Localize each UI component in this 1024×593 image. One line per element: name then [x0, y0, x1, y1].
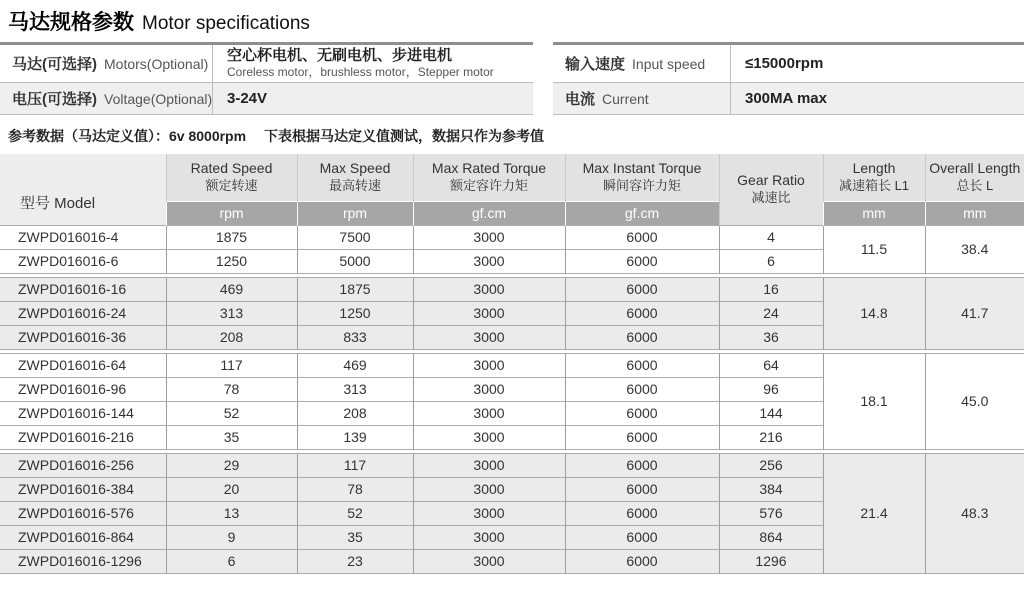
- model-cell: ZWPD016016-16: [0, 277, 166, 301]
- max-speed-cell: 78: [297, 477, 413, 501]
- gear-ratio-cell: 96: [719, 377, 823, 401]
- max-rated-torque-cell: 3000: [413, 225, 565, 249]
- model-cell: ZWPD016016-24: [0, 301, 166, 325]
- model-cell: ZWPD016016-96: [0, 377, 166, 401]
- model-cell: ZWPD016016-4: [0, 225, 166, 249]
- overall-length-cell: 38.4: [925, 225, 1024, 273]
- max-instant-torque-cell: 6000: [565, 425, 719, 449]
- max-rated-torque-cell: 3000: [413, 301, 565, 325]
- page-title-en: Motor specifications: [142, 13, 310, 34]
- rated-speed-cell: 208: [166, 325, 297, 349]
- rated-speed-cell: 313: [166, 301, 297, 325]
- gear-ratio-cell: 16: [719, 277, 823, 301]
- max-rated-torque-cell: 3000: [413, 525, 565, 549]
- rated-speed-header-zh: 额定转速: [205, 177, 258, 193]
- model-cell: ZWPD016016-576: [0, 501, 166, 525]
- max-speed-cell: 139: [297, 425, 413, 449]
- overall-length-unit: mm: [925, 201, 1024, 225]
- overall-length-header: [925, 154, 1024, 201]
- max-instant-torque-cell: 6000: [565, 301, 719, 325]
- gear-ratio-header-en: Gear Ratio: [737, 172, 805, 189]
- max-rated-torque-cell: 3000: [413, 277, 565, 301]
- model-cell: ZWPD016016-256: [0, 453, 166, 477]
- overall-length-header-zh: 总长 L: [956, 177, 994, 193]
- max-rated-torque-cell: 3000: [413, 249, 565, 273]
- gear-ratio-cell: 6: [719, 249, 823, 273]
- page-title: [0, 0, 1024, 38]
- table-row: [0, 353, 1024, 377]
- max-speed-cell: 1875: [297, 277, 413, 301]
- length-l1-cell: 11.5: [823, 225, 925, 273]
- speed-current-table: [553, 42, 1024, 115]
- max-instant-torque-cell: 6000: [565, 225, 719, 249]
- rated-speed-header: [166, 154, 297, 201]
- max-speed-cell: 208: [297, 401, 413, 425]
- max-instant-torque-cell: 6000: [565, 453, 719, 477]
- model-group: [0, 277, 1024, 349]
- max-instant-torque-cell: 6000: [565, 249, 719, 273]
- max-rated-torque-cell: 3000: [413, 353, 565, 377]
- max-instant-torque-cell: 6000: [565, 477, 719, 501]
- gear-ratio-cell: 256: [719, 453, 823, 477]
- gear-ratio-cell: 864: [719, 525, 823, 549]
- max-rated-torque-header: [413, 154, 565, 201]
- rated-speed-cell: 29: [166, 453, 297, 477]
- max-speed-header: [297, 154, 413, 201]
- length-header-en: Length: [852, 160, 896, 177]
- motor-voltage-table: [0, 42, 533, 115]
- max-rated-torque-header-en: Max Rated Torque: [431, 160, 547, 177]
- max-speed-header-zh: 最高转速: [328, 177, 381, 193]
- input-speed-value-text: ≤15000rpm: [745, 54, 824, 72]
- model-cell: ZWPD016016-384: [0, 477, 166, 501]
- max-instant-torque-cell: 6000: [565, 377, 719, 401]
- overall-length-cell: 48.3: [925, 453, 1024, 573]
- gear-ratio-cell: 1296: [719, 549, 823, 573]
- table-row: [0, 225, 1024, 249]
- max-speed-header-en: Max Speed: [319, 160, 391, 177]
- max-rated-torque-cell: 3000: [413, 549, 565, 573]
- table-header: [0, 154, 1024, 225]
- rated-speed-cell: 35: [166, 425, 297, 449]
- max-speed-cell: 117: [297, 453, 413, 477]
- max-instant-torque-cell: 6000: [565, 401, 719, 425]
- max-instant-torque-header-zh: 瞬间容许力矩: [602, 177, 681, 193]
- current-label-zh: 电流: [565, 91, 596, 108]
- max-speed-cell: 7500: [297, 225, 413, 249]
- length-l1-cell: 14.8: [823, 277, 925, 349]
- overall-length-header-en: Overall Length: [929, 160, 1021, 177]
- motors-value: [213, 47, 494, 79]
- max-instant-torque-unit: gf.cm: [565, 201, 719, 225]
- model-group: [0, 225, 1024, 273]
- rated-speed-cell: 1250: [166, 249, 297, 273]
- input-speed-label: [553, 45, 731, 82]
- rated-speed-cell: 1875: [166, 225, 297, 249]
- reference-note: 参考数据（马达定义值）：6v 8000rpm 下表根据马达定义值测试，数据只作为参考值: [8, 128, 544, 144]
- table-row: [0, 277, 1024, 301]
- max-speed-cell: 5000: [297, 249, 413, 273]
- gear-ratio-cell: 64: [719, 353, 823, 377]
- voltage-label: [0, 83, 213, 114]
- current-label: [553, 83, 731, 114]
- max-rated-torque-cell: 3000: [413, 377, 565, 401]
- length-l1-cell: 21.4: [823, 453, 925, 573]
- rated-speed-header-en: Rated Speed: [190, 160, 273, 177]
- gear-ratio-header-zh: 减速比: [751, 189, 791, 205]
- model-group: [0, 353, 1024, 449]
- rated-speed-cell: 469: [166, 277, 297, 301]
- rated-speed-cell: 52: [166, 401, 297, 425]
- max-speed-cell: 469: [297, 353, 413, 377]
- voltage-label-zh: 电压(可选择): [12, 91, 97, 108]
- model-cell: ZWPD016016-216: [0, 425, 166, 449]
- model-column-header: 型号 Model: [0, 154, 166, 225]
- overall-length-cell: 45.0: [925, 353, 1024, 449]
- max-instant-torque-cell: 6000: [565, 501, 719, 525]
- gear-ratio-cell: 36: [719, 325, 823, 349]
- motors-row: [0, 45, 533, 83]
- voltage-value: [213, 90, 267, 107]
- max-rated-torque-unit: gf.cm: [413, 201, 565, 225]
- max-rated-torque-cell: 3000: [413, 325, 565, 349]
- rated-speed-cell: 20: [166, 477, 297, 501]
- max-instant-torque-cell: 6000: [565, 353, 719, 377]
- max-rated-torque-cell: 3000: [413, 425, 565, 449]
- gear-ratio-cell: 4: [719, 225, 823, 249]
- voltage-row: [0, 83, 533, 115]
- max-rated-torque-cell: 3000: [413, 453, 565, 477]
- max-instant-torque-cell: 6000: [565, 325, 719, 349]
- input-speed-label-zh: 输入速度: [565, 56, 626, 73]
- max-speed-cell: 1250: [297, 301, 413, 325]
- max-instant-torque-cell: 6000: [565, 549, 719, 573]
- voltage-label-en: Voltage(Optional): [104, 90, 213, 107]
- motors-label-zh: 马达(可选择): [12, 56, 97, 73]
- rated-speed-cell: 117: [166, 353, 297, 377]
- max-instant-torque-cell: 6000: [565, 525, 719, 549]
- motors-label: [0, 45, 213, 82]
- rated-speed-cell: 13: [166, 501, 297, 525]
- table-row: [0, 453, 1024, 477]
- gear-ratio-cell: 576: [719, 501, 823, 525]
- max-rated-torque-cell: 3000: [413, 501, 565, 525]
- current-row: [553, 83, 1024, 115]
- max-speed-cell: 52: [297, 501, 413, 525]
- model-cell: ZWPD016016-864: [0, 525, 166, 549]
- rated-speed-cell: 9: [166, 525, 297, 549]
- max-instant-torque-cell: 6000: [565, 277, 719, 301]
- model-cell: ZWPD016016-36: [0, 325, 166, 349]
- gear-ratio-cell: 384: [719, 477, 823, 501]
- max-speed-cell: 313: [297, 377, 413, 401]
- max-instant-torque-header-en: Max Instant Torque: [582, 160, 702, 177]
- current-value: [731, 90, 827, 107]
- overall-length-cell: 41.7: [925, 277, 1024, 349]
- input-speed-value: [731, 55, 823, 72]
- max-speed-cell: 833: [297, 325, 413, 349]
- max-speed-cell: 35: [297, 525, 413, 549]
- rated-speed-cell: 6: [166, 549, 297, 573]
- motors-value-en: Coreless motor，brushless motor，Stepper motor: [227, 64, 494, 79]
- max-rated-torque-cell: 3000: [413, 477, 565, 501]
- rated-speed-cell: 78: [166, 377, 297, 401]
- motors-value-zh: 空心杯电机、无刷电机、步进电机: [227, 47, 453, 65]
- max-speed-unit: rpm: [297, 201, 413, 225]
- length-header-zh: 减速箱长 L1: [838, 177, 910, 193]
- gear-ratio-cell: 144: [719, 401, 823, 425]
- rated-speed-unit: rpm: [166, 201, 297, 225]
- max-instant-torque-header: [565, 154, 719, 201]
- voltage-value-text: 3-24V: [227, 89, 268, 107]
- current-label-en: Current: [602, 90, 649, 107]
- gear-ratio-cell: 216: [719, 425, 823, 449]
- model-cell: ZWPD016016-6: [0, 249, 166, 273]
- length-l1-cell: 18.1: [823, 353, 925, 449]
- max-rated-torque-cell: 3000: [413, 401, 565, 425]
- model-cell: ZWPD016016-1296: [0, 549, 166, 573]
- model-cell: ZWPD016016-144: [0, 401, 166, 425]
- motor-spec-table: [0, 154, 1024, 574]
- gear-ratio-header: [719, 154, 823, 225]
- top-spec-tables: [0, 42, 1024, 115]
- max-speed-cell: 23: [297, 549, 413, 573]
- model-group: [0, 453, 1024, 573]
- length-header: [823, 154, 925, 201]
- page-title-zh: 马达规格参数: [8, 11, 134, 34]
- model-cell: ZWPD016016-64: [0, 353, 166, 377]
- input-speed-label-en: Input speed: [632, 55, 706, 72]
- current-value-text: 300MA max: [745, 89, 827, 107]
- length-unit: mm: [823, 201, 925, 225]
- motors-label-en: Motors(Optional): [104, 55, 209, 72]
- gear-ratio-cell: 24: [719, 301, 823, 325]
- max-rated-torque-header-zh: 额定容许力矩: [449, 177, 528, 193]
- input-speed-row: [553, 45, 1024, 83]
